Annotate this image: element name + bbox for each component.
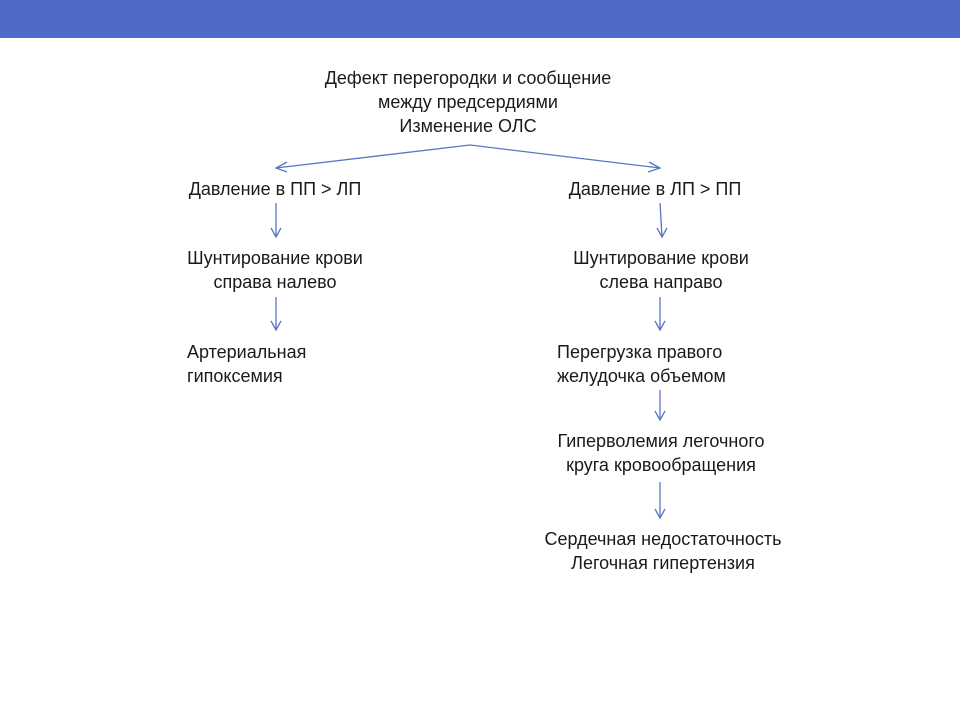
right-overload-line-2: желудочка объемом xyxy=(557,366,726,386)
arrow-root-to-left xyxy=(276,145,470,168)
right-shunt-line-2: слева направо xyxy=(599,272,723,292)
right-hypervolemia-line-2: круга кровообращения xyxy=(566,455,756,475)
right-overload-line-1: Перегрузка правого xyxy=(557,342,723,362)
right-hypervolemia-line-1: Гиперволемия легочного xyxy=(557,431,765,451)
left-condition-label: Давление в ПП > ЛП xyxy=(188,179,362,199)
left-shunt-line-2: справа налево xyxy=(213,272,337,292)
right-shunt-line-1: Шунтирование крови xyxy=(573,248,749,268)
root-line-1: Дефект перегородки и сообщение xyxy=(324,68,612,88)
left-outcome-line-1: Артериальная xyxy=(187,342,307,362)
root-line-2: между предсердиями xyxy=(378,92,558,112)
left-shunt-line-1: Шунтирование крови xyxy=(187,248,363,268)
right-outcome-line-1: Сердечная недостаточность xyxy=(544,529,782,549)
right-outcome-line-2: Легочная гипертензия xyxy=(571,553,755,573)
root-line-3: Изменение ОЛС xyxy=(399,116,537,136)
arrow-root-to-right xyxy=(470,145,660,168)
arrow-right-condition-to-shunt xyxy=(660,203,662,237)
right-condition-label: Давление в ЛП > ПП xyxy=(568,179,742,199)
left-outcome-line-2: гипоксемия xyxy=(187,366,283,386)
